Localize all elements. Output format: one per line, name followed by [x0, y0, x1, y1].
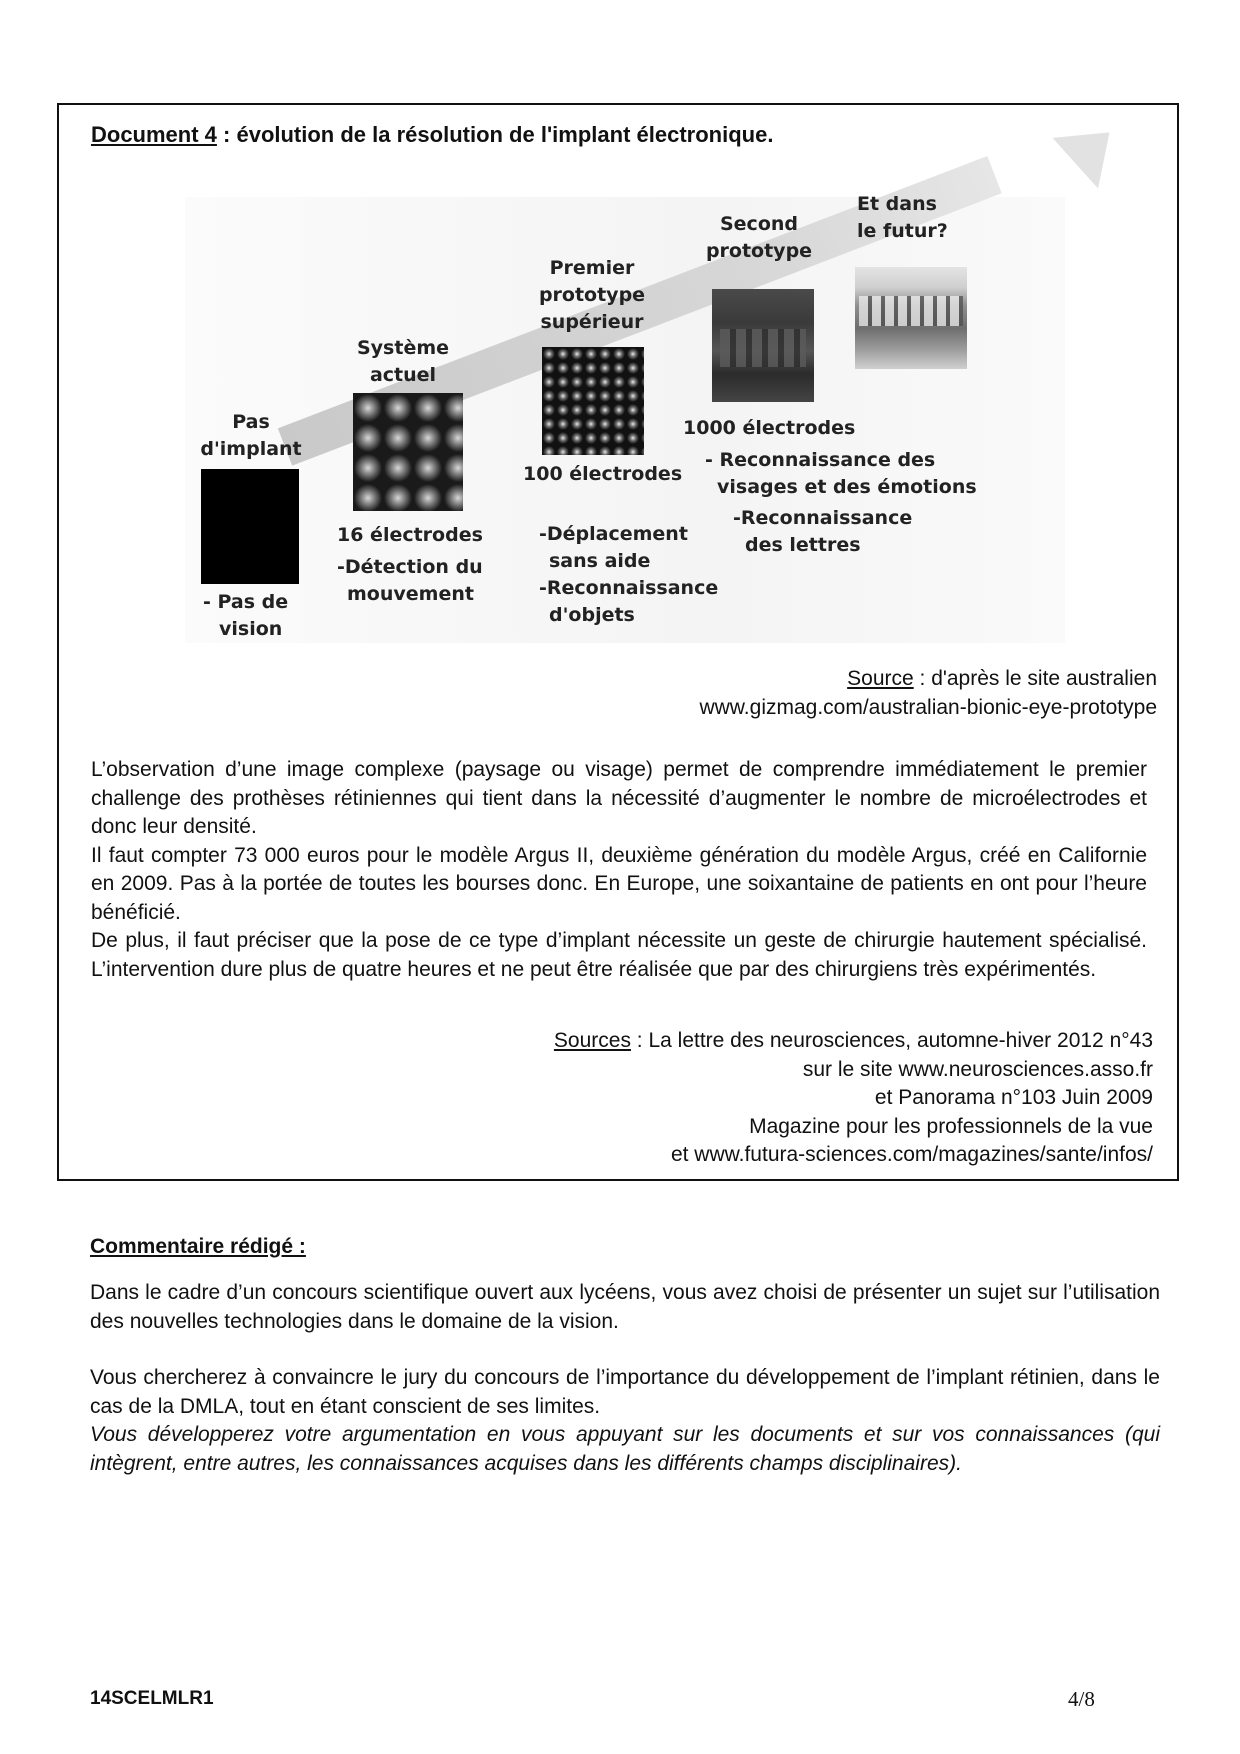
feature-line: d'objets	[549, 604, 635, 626]
feature-line: mouvement	[347, 583, 474, 605]
stage-title-line: Premier	[549, 257, 635, 279]
figure-source	[847, 667, 1157, 691]
stage-features-second-prototype	[705, 447, 977, 559]
sources-label: Sources	[553, 1029, 631, 1052]
page-number: 4/8	[1068, 1687, 1095, 1711]
feature-line: visages et des émotions	[717, 476, 977, 498]
stage-electrodes-1000: 1000 électrodes	[683, 417, 856, 439]
sources-line: et Panorama n°103 Juin 2009	[874, 1086, 1153, 1109]
commentary-paragraph: Dans le cadre d’un concours scientifique ouvert aux lycéens, vous avez choisi de présenter un sujet sur l’utilisation des nouvelles technologies dans le domaine de la vision.	[90, 1281, 1160, 1333]
feature-line: - Pas de	[203, 591, 289, 613]
paragraph: De plus, il faut préciser que la pose de ce type d’implant nécessite un geste de chirurgie hautement spécialisé. L’intervention dure plus de quatre heures et ne peut être réalisée que par des chirurgiens très expérimentés.	[91, 929, 1147, 981]
feature-line: des lettres	[745, 534, 861, 556]
feature-line: -Détection du	[337, 556, 483, 578]
stage-features-current-system	[337, 554, 483, 608]
stage-title-line: d'implant	[200, 438, 302, 460]
feature-line: - Reconnaissance des	[705, 449, 936, 471]
document-title-text: : évolution de la résolution de l'implant électronique.	[216, 122, 774, 147]
document-label: Document 4	[91, 122, 217, 147]
stage-title-line: prototype	[705, 240, 813, 262]
exam-code: 14SCELMLR1	[90, 1688, 214, 1709]
document-sources	[554, 1027, 1153, 1170]
tram-photo-image	[855, 267, 967, 369]
stage-title-line: Système	[356, 337, 450, 359]
sources-line: Magazine pour les professionnels de la vue	[749, 1114, 1153, 1138]
stage-title-current-system	[343, 335, 463, 389]
commentary-heading: Commentaire rédigé :	[90, 1235, 306, 1258]
stage-electrodes-16: 16 électrodes	[337, 524, 483, 546]
16-electrode-grid-icon	[353, 393, 463, 511]
document-title	[91, 122, 773, 148]
stage-title-line: supérieur	[540, 311, 644, 333]
black-square-icon	[201, 469, 299, 584]
source-text: : d'après le site australien	[913, 667, 1157, 690]
stage-title-second-prototype	[699, 211, 819, 265]
document-body	[91, 756, 1147, 984]
sources-text: : La lettre des neurosciences, automne-hiver 2012 n°43	[630, 1029, 1153, 1052]
source-label: Source	[847, 667, 914, 690]
stage-title-future	[857, 191, 948, 245]
stage-title-line: actuel	[369, 364, 437, 386]
sources-line: et www.futura-sciences.com/magazines/sante/infos/	[670, 1143, 1153, 1166]
stage-title-line: prototype	[538, 284, 646, 306]
feature-line: -Déplacement	[539, 523, 688, 545]
document-4-box	[57, 103, 1179, 1181]
feature-line: vision	[219, 618, 283, 640]
commentary-section	[90, 1235, 1160, 1478]
feature-line: -Reconnaissance	[539, 577, 719, 599]
stage-title-line: Et dans	[857, 193, 937, 215]
stage-title-first-prototype	[527, 255, 657, 336]
paragraph: L’observation d’une image complexe (paysage ou visage) permet de comprendre immédiatement le premier challenge des prothèses rétiniennes qui tient dans la nécessité d’augmenter le nombre de microélectrodes et donc leur densité.	[91, 758, 1147, 838]
stage-features-first-prototype	[539, 521, 718, 629]
sources-line	[554, 1027, 1153, 1056]
sources-line: sur le site www.neurosciences.asso.fr	[802, 1057, 1153, 1081]
100-electrode-grid-icon	[542, 347, 644, 455]
stage-title-no-implant	[191, 409, 311, 463]
commentary-instruction: Vous développerez votre argumentation en vous appuyant sur les documents et sur vos connaissances (qui intègrent, entre autres, les connaissances acquises dans les différents champs disciplinaires).	[90, 1423, 1160, 1475]
figure-source-url: www.gizmag.com/australian-bionic-eye-prototype	[699, 696, 1157, 719]
paragraph: Il faut compter 73 000 euros pour le modèle Argus II, deuxième génération du modèle Argus, créé en Californie en 2009. Pas à la portée de toutes les bourses donc. En Europe, une soixantaine de patients en ont pour l’heure bénéficié.	[91, 843, 1147, 924]
stage-features-no-implant	[203, 589, 288, 643]
commentary-paragraph: Vous chercherez à convaincre le jury du concours de l’importance du développement de l’implant rétinien, dans le cas de la DMLA, tout en étant conscient de ses limites.	[90, 1366, 1160, 1418]
stage-electrodes-100: 100 électrodes	[523, 463, 683, 485]
stage-title-line: le futur?	[857, 220, 948, 242]
arrow-head-icon	[1053, 107, 1133, 188]
implant-resolution-figure	[185, 193, 1065, 643]
stage-title-line: Second	[719, 213, 798, 235]
feature-line: -Reconnaissance	[733, 507, 913, 529]
feature-line: sans aide	[549, 550, 651, 572]
tram-lowres-image	[712, 289, 814, 402]
stage-title-line: Pas	[232, 411, 270, 433]
